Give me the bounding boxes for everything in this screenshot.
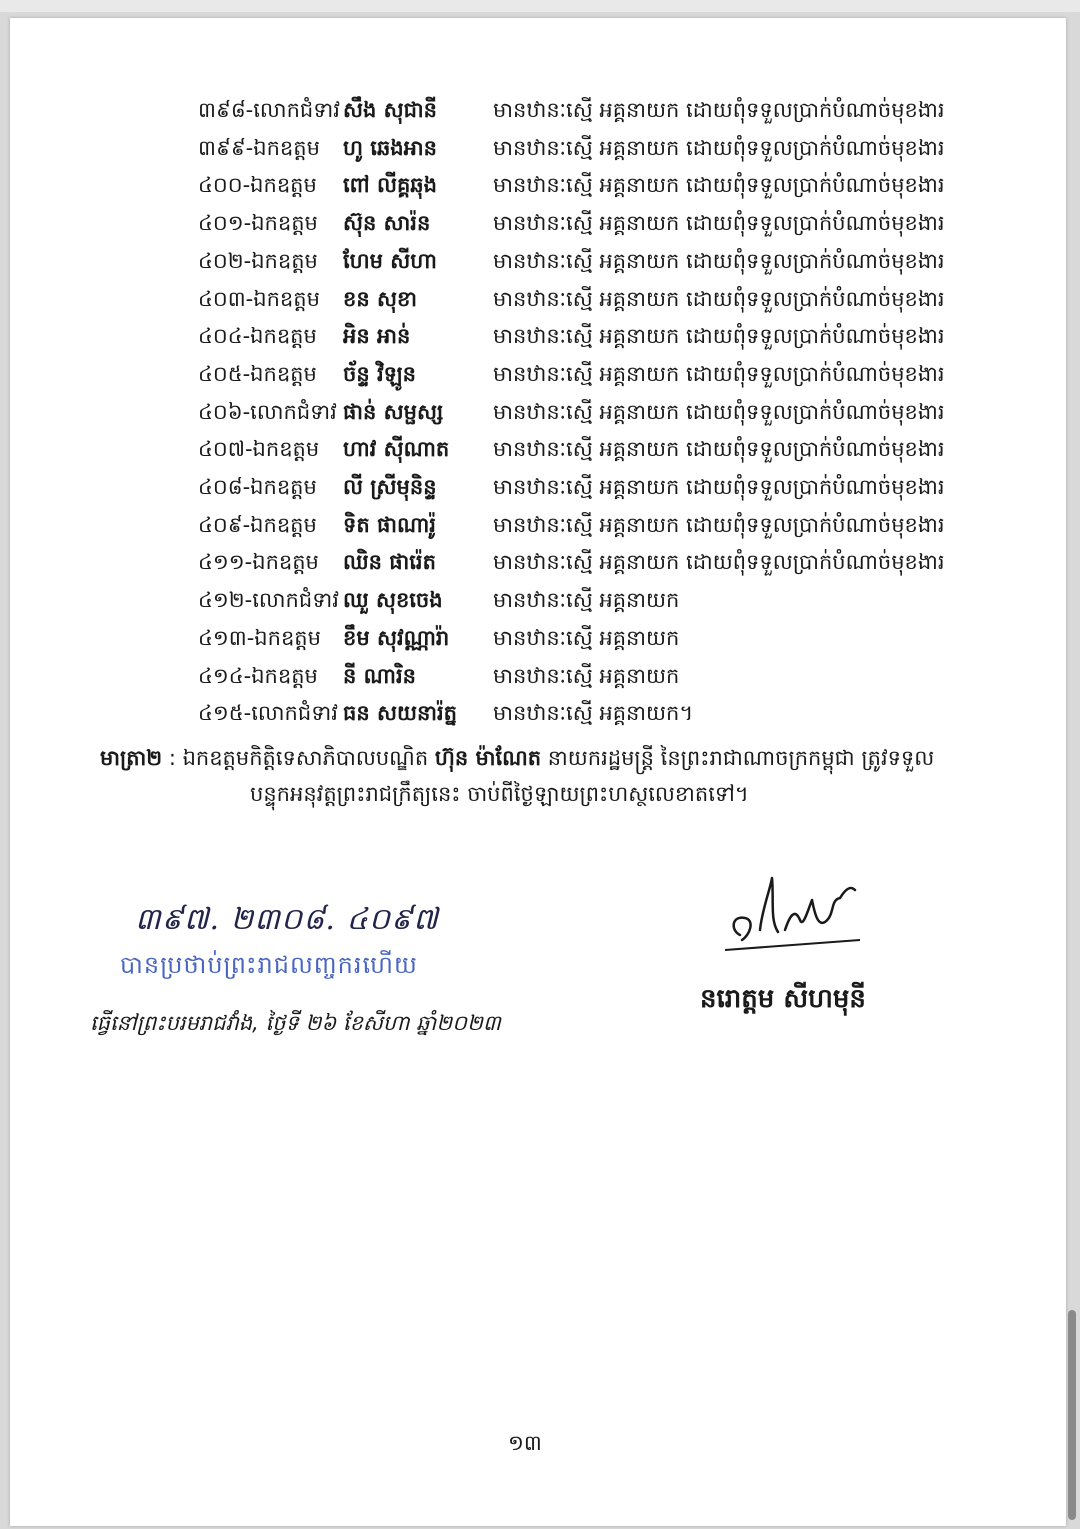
page-number: ១៣ — [508, 1431, 542, 1455]
item-name: លី ស្រីមុនិន្ទ — [343, 475, 437, 499]
item-number: ៤១៤-ឯកឧត្តម — [198, 663, 318, 688]
item-name: សឹង សុជានី — [343, 98, 437, 122]
list-item — [190, 281, 980, 317]
item-name: ស៊ុន សារ៉ន — [343, 211, 431, 236]
item-name: ធន សយនារ៉ត្ន — [343, 701, 457, 726]
item-description: មានឋានៈស្មើ អគ្គនាយក។ — [493, 701, 694, 726]
item-name: ឈួ សុខចេង — [343, 588, 443, 613]
list-item — [190, 205, 980, 241]
item-description: មានឋានៈស្មើ អគ្គនាយក ដោយពុំទទួលប្រាក់បំណាច់មុខងារ — [493, 512, 945, 537]
item-name: នី ណារិន — [343, 663, 416, 688]
item-description: មានឋានៈស្មើ អគ្គនាយក ដោយពុំទទួលប្រាក់បំណាច់មុខងារ — [493, 550, 945, 575]
item-name: ទិត ផាណារ៉ូ — [343, 512, 436, 537]
article-line-2: បន្ទុកអនុវត្តព្រះរាជក្រឹត្យនេះ ចាប់ពីថ្ងៃឡាយព្រះហស្ថលេខាតទៅ។ — [250, 782, 749, 806]
registration-number: ៣៩៧. ២៣០៨. ៤០៩៧ — [135, 902, 439, 937]
item-name: ពៅ លីគ្គឆុង — [343, 173, 437, 198]
item-description: មានឋានៈស្មើ អគ្គនាយក ដោយពុំទទួលប្រាក់បំណាច់មុខងារ — [493, 135, 945, 160]
item-name: ឈិន ផារ៉េត — [343, 550, 436, 575]
article-text-b: នាយករដ្ឋមន្ត្រី នៃព្រះរាជាណាចក្រកម្ពុជា ត្រូវទទួល — [541, 746, 935, 770]
list-item — [190, 394, 980, 430]
item-number: ៣៩៨-លោកជំទាវ — [198, 98, 340, 122]
list-item — [190, 243, 980, 279]
item-description: មានឋានៈស្មើ អគ្គនាយក ដោយពុំទទួលប្រាក់បំណាច់មុខងារ — [493, 437, 945, 462]
royal-signature-icon — [700, 860, 880, 960]
item-name: ហែម សីហា — [343, 248, 437, 273]
item-name: អិន អាន់ — [343, 324, 411, 349]
item-number: ៤០៤-ឯកឧត្តម — [198, 324, 317, 349]
item-description: មានឋានៈស្មើ អគ្គនាយក ដោយពុំទទួលប្រាក់បំណាច់មុខងារ — [493, 173, 945, 198]
list-item — [190, 130, 980, 166]
item-description: មានឋានៈស្មើ អគ្គនាយក — [493, 663, 680, 688]
item-number: ៤០៩-ឯកឧត្តម — [198, 512, 317, 537]
item-number: ៣៩៩-ឯកឧត្តម — [198, 135, 320, 160]
list-item — [190, 695, 980, 731]
item-number: ៤១២-លោកជំទាវ — [198, 588, 339, 613]
article-highlight-name: ហ៊ុន ម៉ាណែត — [434, 746, 542, 770]
list-item — [190, 582, 980, 618]
article-2 — [100, 740, 1000, 812]
item-description: មានឋានៈស្មើ អគ្គនាយក ដោយពុំទទួលប្រាក់បំណាច់មុខងារ — [493, 211, 945, 236]
item-number: ៤០៧-ឯកឧត្តម — [198, 437, 320, 462]
item-number: ៤០៨-ឯកឧត្តម — [198, 475, 317, 499]
item-description: មានឋានៈស្មើ អគ្គនាយក ដោយពុំទទួលប្រាក់បំណាច់មុខងារ — [493, 98, 945, 122]
list-item — [190, 469, 980, 505]
item-number: ៤១៥-លោកជំទាវ — [198, 701, 338, 726]
item-description: មានឋានៈស្មើ អគ្គនាយក ដោយពុំទទួលប្រាក់បំណាច់មុខងារ — [493, 475, 945, 499]
list-item — [190, 92, 980, 128]
list-item — [190, 356, 980, 392]
item-number: ៤០១-ឯកឧត្តម — [198, 211, 318, 236]
item-description: មានឋានៈស្មើ អគ្គនាយក — [493, 625, 680, 650]
royal-seal-note: បានប្រថាប់ព្រះរាជលញ្ចករហើយ — [120, 951, 418, 979]
item-number: ៤០៦-លោកជំទាវ — [198, 399, 337, 424]
list-item — [190, 658, 980, 694]
item-number: ៤០៣-ឯកឧត្តម — [198, 286, 320, 311]
viewer-top-bar — [0, 0, 1080, 12]
list-item — [190, 167, 980, 203]
signer-name: នរោត្តម សីហមុនី — [700, 984, 866, 1014]
item-description: មានឋានៈស្មើ អគ្គនាយក ដោយពុំទទួលប្រាក់បំណាច់មុខងារ — [493, 399, 945, 424]
item-description: មានឋានៈស្មើ អគ្គនាយក — [493, 588, 680, 613]
item-description: មានឋានៈស្មើ អគ្គនាយក ដោយពុំទទួលប្រាក់បំណាច់មុខងារ — [493, 361, 945, 386]
item-name: ហាវ ស៊ីណាត — [343, 437, 450, 462]
item-number: ៤០៥-ឯកឧត្តម — [198, 361, 317, 386]
article-text-a: : ឯកឧត្តមកិត្តិទេសាភិបាលបណ្ឌិត — [162, 746, 435, 770]
item-name: ផាន់ សម្ផស្ស — [343, 399, 444, 424]
list-item — [190, 507, 980, 543]
list-item — [190, 544, 980, 580]
item-name: ខន សុខា — [343, 286, 417, 311]
item-description: មានឋានៈស្មើ អគ្គនាយក ដោយពុំទទួលប្រាក់បំណាច់មុខងារ — [493, 324, 945, 349]
item-number: ៤០២-ឯកឧត្តម — [198, 248, 318, 273]
article-label: មាត្រា២ — [100, 746, 163, 770]
item-name: ហូ ឆេងអាន — [343, 135, 437, 160]
item-description: មានឋានៈស្មើ អគ្គនាយក ដោយពុំទទួលប្រាក់បំណាច់មុខងារ — [493, 248, 945, 273]
item-name: ខឹម សុវណ្ណារ៉ា — [343, 625, 450, 650]
list-item — [190, 620, 980, 656]
item-name: ច័ន្ទ វិឡូន — [343, 361, 416, 386]
item-number: ៤១៣-ឯកឧត្តម — [198, 625, 321, 650]
item-number: ៤១១-ឯកឧត្តម — [198, 550, 319, 575]
place-and-date: ធ្វើនៅព្រះបរមរាជវាំង, ថ្ងៃទី ២៦ ខែសីហា ឆ្នាំ២០២៣ — [90, 1011, 501, 1035]
item-description: មានឋានៈស្មើ អគ្គនាយក ដោយពុំទទួលប្រាក់បំណាច់មុខងារ — [493, 286, 945, 311]
list-item — [190, 318, 980, 354]
scrollbar-thumb[interactable] — [1068, 1310, 1076, 1520]
list-item — [190, 431, 980, 467]
item-number: ៤០០-ឯកឧត្តម — [198, 173, 317, 198]
